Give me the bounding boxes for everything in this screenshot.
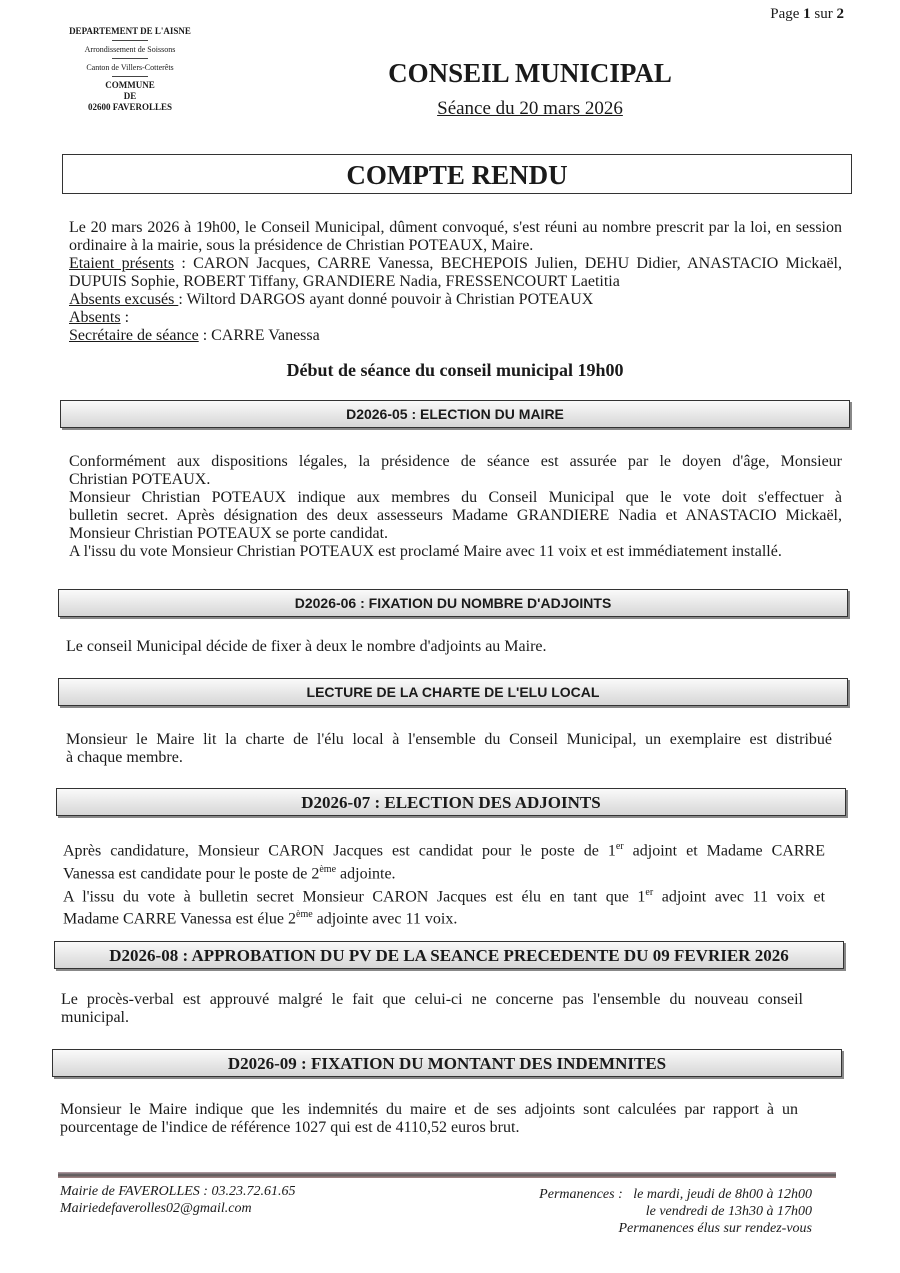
body-line <box>63 861 825 884</box>
intro <box>69 219 842 345</box>
excused-label: Absents excusés <box>69 291 179 308</box>
present-line: DUPUIS Sophie, ROBERT Tiffany, GRANDIERE Nadia, FRESSENCOURT Laetitia <box>69 273 620 290</box>
present-line <box>69 255 842 273</box>
hours-3: Permanences élus sur rendez-vous <box>618 1221 812 1236</box>
footer-divider <box>58 1172 836 1178</box>
section-header: D2026-07 : ELECTION DES ADJOINTS <box>56 788 846 816</box>
hours-label: Permanences : <box>539 1187 623 1202</box>
sup: er <box>645 886 654 898</box>
sup: er <box>615 841 624 852</box>
absent-list: : <box>120 309 130 326</box>
footer-email: Mairiedefaverolles02@gmail.com <box>60 1201 252 1216</box>
body-line: Monsieur le Maire lit la charte de l'élu local à l'ensemble du Conseil Municipal, un exemplaire est distribué <box>66 731 832 748</box>
session-start: Début de séance du conseil municipal 19h00 <box>286 360 624 380</box>
section-body <box>66 731 832 767</box>
section-header: LECTURE DE LA CHARTE DE L'ELU LOCAL <box>58 678 848 706</box>
body-line: Le conseil Municipal décide de fixer à deux le nombre d'adjoints au Maire. <box>66 638 547 655</box>
commune-2: DE <box>123 91 137 101</box>
secretary-label: Secrétaire de séance <box>69 327 199 344</box>
hours-line <box>539 1186 812 1203</box>
report-title: COMPTE RENDU <box>62 154 852 194</box>
session-date: Séance du 20 mars 2026 <box>437 98 623 119</box>
secretary-name: : CARRE Vanessa <box>198 327 320 344</box>
text: Vanessa est candidate pour le poste de 2 <box>63 865 320 883</box>
divider <box>112 58 148 59</box>
body-line: Monsieur le Maire indique que les indemnités du maire et de ses adjoints sont calculées par rapport à un <box>60 1101 798 1118</box>
page-middle: sur <box>810 6 837 22</box>
present-label: Etaient présents <box>69 255 175 272</box>
section-header: D2026-09 : FIXATION DU MONTANT DES INDEMNITES <box>52 1049 842 1077</box>
body-line: à chaque membre. <box>66 749 183 766</box>
body-line: Conformément aux dispositions légales, la présidence de séance est assurée par le doyen d'âge, Monsieur <box>69 453 842 470</box>
department: DEPARTEMENT DE L'AISNE <box>69 26 191 36</box>
section-body <box>69 453 842 561</box>
hours-2: le vendredi de 13h30 à 17h00 <box>645 1204 812 1219</box>
arrondissement: Arrondissement de Soissons <box>84 45 176 54</box>
body-line: Le procès-verbal est approuvé malgré le fait que celui-ci ne concerne pas l'ensemble du nouveau conseil <box>61 991 803 1008</box>
body-line: Monsieur Christian POTEAUX se porte candidat. <box>69 525 389 542</box>
section-body <box>60 1101 798 1137</box>
body-line: municipal. <box>61 1009 129 1026</box>
secretary-line <box>69 327 842 345</box>
section-body <box>61 991 803 1027</box>
page-number <box>770 6 844 23</box>
footer-hours <box>539 1186 812 1237</box>
body-line <box>63 906 825 929</box>
section-header: D2026-08 : APPROBATION DU PV DE LA SEANCE PRECEDENTE DU 09 FEVRIER 2026 <box>54 941 844 969</box>
body-line: pourcentage de l'indice de référence 1027 qui est de 4110,52 euros brut. <box>60 1119 520 1136</box>
sup: ème <box>319 863 337 875</box>
sup: ème <box>296 909 313 921</box>
divider <box>112 76 148 77</box>
absent-label: Absents <box>69 309 121 326</box>
text: adjointe avec 11 voix. <box>312 910 458 928</box>
page-current: 1 <box>803 6 811 22</box>
section-body <box>63 838 825 929</box>
body-line <box>63 838 825 861</box>
intro-line: ordinaire à la mairie, sous la présidence de Christian POTEAUX, Maire. <box>69 237 534 254</box>
intro-line: Le 20 mars 2026 à 19h00, le Conseil Municipal, dûment convoqué, s'est réuni au nombre prescrit par la loi, en session <box>69 219 842 236</box>
body-line: Christian POTEAUX. <box>69 471 211 488</box>
text: Madame CARRE Vanessa est élue 2 <box>63 910 296 928</box>
page-prefix: Page <box>770 6 804 22</box>
page-total: 2 <box>836 6 844 22</box>
text: adjoint avec 11 voix et <box>653 887 826 905</box>
commune-3: 02600 FAVEROLLES <box>88 102 172 112</box>
text: Après candidature, Monsieur CARON Jacques est candidat pour le poste de 1 <box>63 842 616 860</box>
body-line: A l'issu du vote Monsieur Christian POTEAUX est proclamé Maire avec 11 voix et est immédiatement installé. <box>69 543 782 560</box>
body-line <box>63 884 825 907</box>
hours-1: le mardi, jeudi de 8h00 à 12h00 <box>633 1187 812 1202</box>
text: adjointe. <box>336 865 396 883</box>
body-line: bulletin secret. Après désignation des deux assesseurs Madame GRANDIERE Nadia et ANASTACIO Mickaël, <box>69 507 842 524</box>
footer-contact <box>60 1183 295 1217</box>
section-header: D2026-05 : ELECTION DU MAIRE <box>60 400 850 428</box>
excused-list: : Wiltord DARGOS ayant donné pouvoir à Christian POTEAUX <box>178 291 594 308</box>
body-line: Monsieur Christian POTEAUX indique aux membres du Conseil Municipal que le vote doit s'effectuer à <box>69 489 842 506</box>
text: adjoint et Madame CARRE <box>623 842 825 860</box>
divider <box>112 40 148 41</box>
present-list: : CARON Jacques, CARRE Vanessa, BECHEPOIS Julien, DEHU Didier, ANASTACIO Mickaël, <box>174 255 842 272</box>
letterhead <box>60 26 200 113</box>
canton: Canton de Villers-Cotterêts <box>86 63 174 72</box>
excused-line <box>69 291 842 309</box>
text: A l'issu du vote à bulletin secret Monsieur CARON Jacques est élu en tant que 1 <box>63 887 646 905</box>
footer-phone: Mairie de FAVEROLLES : 03.23.72.61.65 <box>60 1184 296 1199</box>
page-title: CONSEIL MUNICIPAL <box>388 58 672 88</box>
section-header: D2026-06 : FIXATION DU NOMBRE D'ADJOINTS <box>58 589 848 617</box>
commune-1: COMMUNE <box>105 80 155 90</box>
section-body <box>66 638 839 656</box>
absent-line <box>69 309 842 327</box>
